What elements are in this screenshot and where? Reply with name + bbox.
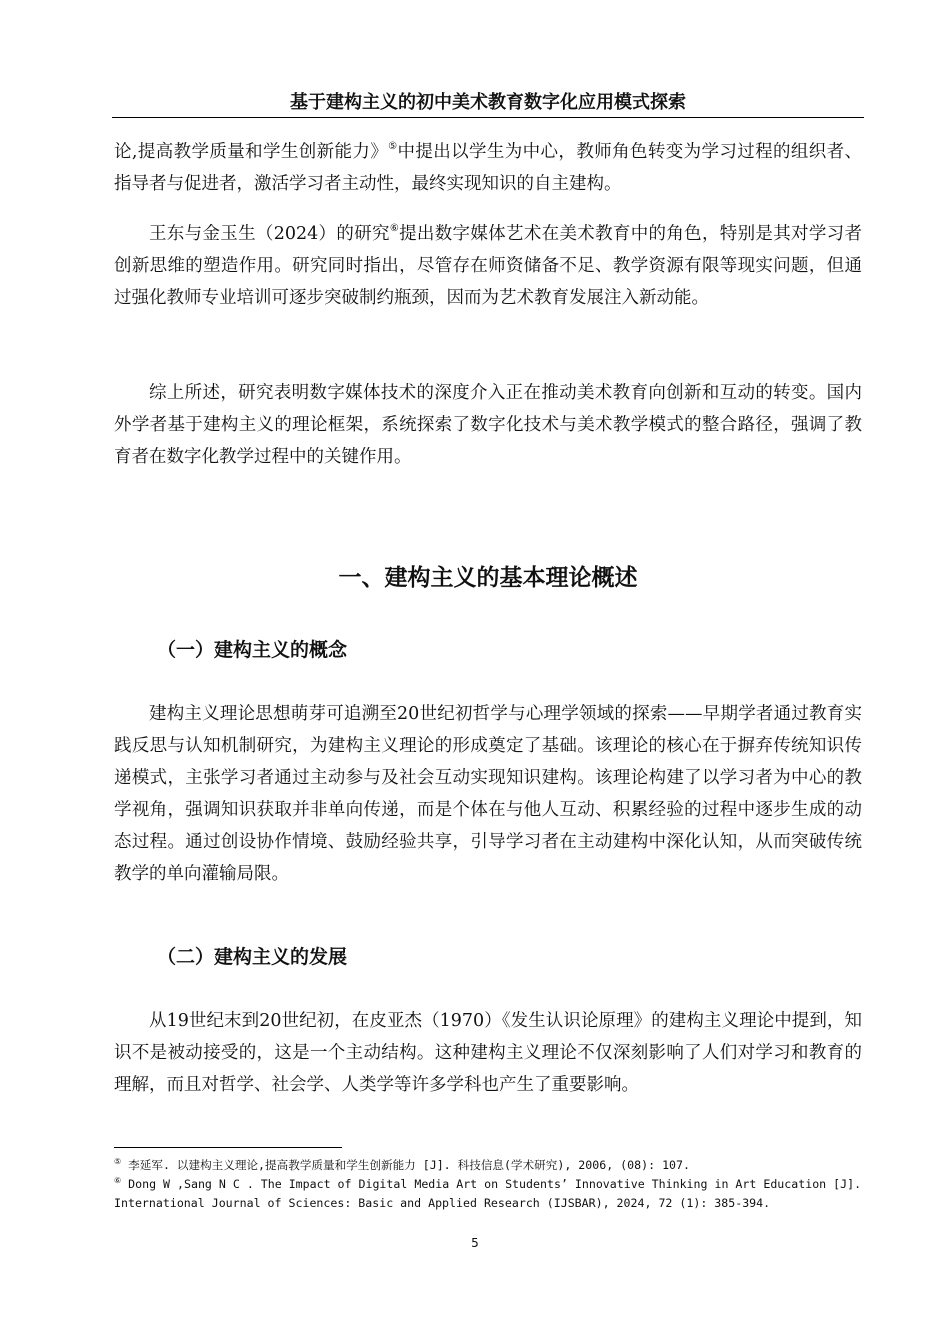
paragraph-text: 提出数字媒体艺术在美术教育中的角色，特别是其对学习者创新思维的塑造作用。研究同时指出，尽管存在师资储备不足、教学资源有限等现实问题，但通过强化教师专业培训可逐步突破制约瓶颈，因而为艺术教育发展注入新动能。 bbox=[114, 224, 862, 308]
footnote bbox=[114, 1156, 864, 1175]
running-header: 基于建构主义的初中美术教育数字化应用模式探索 bbox=[290, 92, 686, 113]
footnote-text: 李延军. 以建构主义理论,提高教学质量和学生创新能力 [J]. 科技信息(学术研究), 2006, (08): 107. bbox=[128, 1158, 690, 1172]
subsection-heading: （一）建构主义的概念 bbox=[157, 639, 348, 661]
footnote-mark: ⑥ bbox=[114, 1176, 122, 1185]
subsection-heading: （二）建构主义的发展 bbox=[157, 946, 348, 968]
paragraph-text: 论,提高教学质量和学生创新能力》 bbox=[114, 142, 389, 162]
paragraph-text: 中提出以学生为中心，教师角色转变为学习过程的组织者、指导者与促进者，激活学习者主动性，最终实现知识的自主建构。 bbox=[114, 142, 863, 194]
paragraph-continued bbox=[114, 136, 862, 200]
page-number: 5 bbox=[471, 1236, 479, 1250]
footnote-rule bbox=[114, 1147, 342, 1148]
paragraph-summary: 综上所述，研究表明数字媒体技术的深度介入正在推动美术教育向创新和互动的转变。国内外学者基于建构主义的理论框架，系统探索了数字化技术与美术教学模式的整合路径，强调了教育者在数字化教学过程中的关键作用。 bbox=[114, 383, 862, 467]
paragraph-development: 从19世纪末到20世纪初，在皮亚杰（1970）《发生认识论原理》的建构主义理论中提到，知识不是被动接受的，这是一个主动结构。这种建构主义理论不仅深刻影响了人们对学习和教育的理解，而且对哲学、社会学、人类学等许多学科也产生了重要影响。 bbox=[114, 1011, 862, 1095]
footnote-mark: ⑤ bbox=[114, 1157, 122, 1166]
header-rule bbox=[112, 117, 864, 118]
paragraph-wang-dong bbox=[114, 218, 862, 314]
section-heading: 一、建构主义的基本理论概述 bbox=[338, 565, 638, 591]
footnote-text: Dong W ,Sang N C . The Impact of Digital Media Art on Students’ Innovative Thinking in Art Education [J]. International Journal of Sciences: Basic and Applied Research (IJSBAR), 2024, 72 (1): 385-394. bbox=[114, 1177, 862, 1210]
footnote bbox=[114, 1175, 864, 1213]
paragraph-text: 王东与金玉生（2024）的研究 bbox=[149, 224, 390, 244]
paragraph-concept: 建构主义理论思想萌芽可追溯至20世纪初哲学与心理学领域的探索——早期学者通过教育实践反思与认知机制研究，为建构主义理论的形成奠定了基础。该理论的核心在于摒弃传统知识传递模式，主张学习者通过主动参与及社会互动实现知识建构。该理论构建了以学习者为中心的教学视角，强调知识获取并非单向传递，而是个体在与他人互动、积累经验的过程中逐步生成的动态过程。通过创设协作情境、鼓励经验共享，引导学习者在主动建构中深化认知，从而突破传统教学的单向灌输局限。 bbox=[114, 704, 862, 884]
footnote-ref[interactable]: ⑤ bbox=[388, 141, 398, 152]
footnote-ref[interactable]: ⑥ bbox=[389, 223, 400, 234]
